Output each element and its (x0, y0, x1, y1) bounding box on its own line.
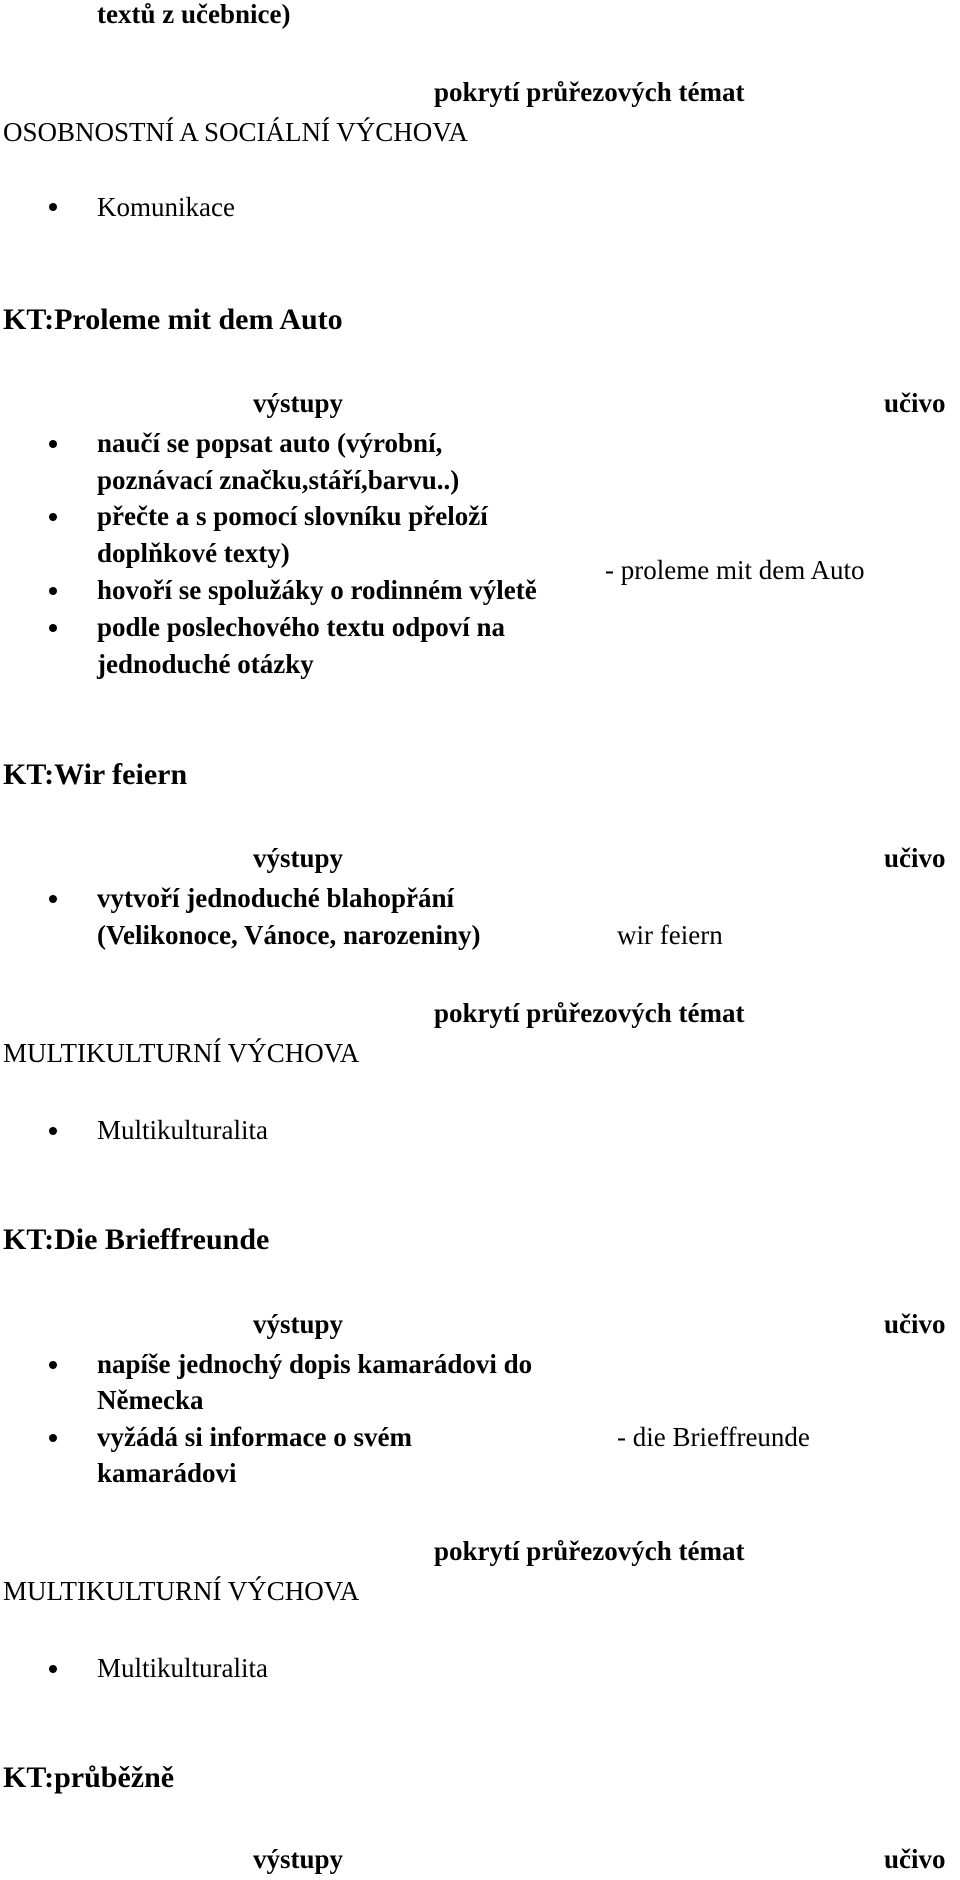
bullet-icon (49, 440, 57, 448)
bullet-icon (49, 1361, 57, 1369)
outcome-line: kamarádovi (97, 1458, 237, 1488)
curriculum-label: učivo (884, 843, 946, 873)
topic-item: Komunikace (97, 192, 235, 222)
curriculum-item: - die Brieffreunde (617, 1422, 810, 1452)
topic-item: Multikulturalita (97, 1115, 268, 1145)
curriculum-label: učivo (884, 1844, 946, 1874)
bullet-icon (49, 1127, 57, 1135)
bullet-icon (49, 1665, 57, 1673)
curriculum-label: učivo (884, 388, 946, 418)
bullet-icon (49, 587, 57, 595)
curriculum-item: - proleme mit dem Auto (605, 555, 865, 585)
coverage-label: pokrytí průřezových témat (434, 1536, 745, 1566)
education-area-title: MULTIKULTURNÍ VÝCHOVA (3, 1576, 360, 1606)
outcome-line: přečte a s pomocí slovníku přeloží (97, 501, 488, 531)
continued-text-fragment: textů z učebnice) (97, 0, 291, 29)
outcome-line: jednoduché otázky (97, 649, 314, 679)
outcome-line: Německa (97, 1385, 204, 1415)
education-area-title: MULTIKULTURNÍ VÝCHOVA (3, 1038, 360, 1068)
outcome-line: vyžádá si informace o svém (97, 1422, 412, 1452)
outcomes-label: výstupy (253, 388, 344, 418)
bullet-icon (49, 624, 57, 632)
curriculum-item: wir feiern (617, 920, 723, 950)
outcome-line: doplňkové texty) (97, 538, 290, 568)
bullet-icon (49, 513, 57, 521)
outcomes-label: výstupy (253, 1844, 344, 1874)
kt-heading: KT:Die Brieffreunde (3, 1223, 270, 1256)
kt-heading: KT:průběžně (3, 1761, 175, 1794)
outcome-line: naučí se popsat auto (výrobní, (97, 428, 443, 458)
coverage-label: pokrytí průřezových témat (434, 77, 745, 107)
bullet-icon (49, 1434, 57, 1442)
outcomes-label: výstupy (253, 1309, 344, 1339)
outcomes-label: výstupy (253, 843, 344, 873)
outcome-line: podle poslechového textu odpoví na (97, 612, 506, 642)
outcome-item: hovoří se spolužáky o rodinném výletě (97, 575, 537, 605)
kt-heading: KT:Wir feiern (3, 758, 188, 791)
bullet-icon (49, 895, 57, 903)
topic-item: Multikulturalita (97, 1653, 268, 1683)
outcome-line: poznávací značku,stáří,barvu..) (97, 465, 460, 495)
bullet-icon (49, 203, 57, 211)
education-area-title: OSOBNOSTNÍ A SOCIÁLNÍ VÝCHOVA (3, 117, 468, 147)
outcome-line: (Velikonoce, Vánoce, narozeniny) (97, 920, 481, 950)
kt-heading: KT:Proleme mit dem Auto (3, 303, 343, 336)
coverage-label: pokrytí průřezových témat (434, 998, 745, 1028)
curriculum-label: učivo (884, 1309, 946, 1339)
outcome-line: napíše jednochý dopis kamarádovi do (97, 1349, 533, 1379)
outcome-line: vytvoří jednoduché blahopřání (97, 883, 455, 913)
